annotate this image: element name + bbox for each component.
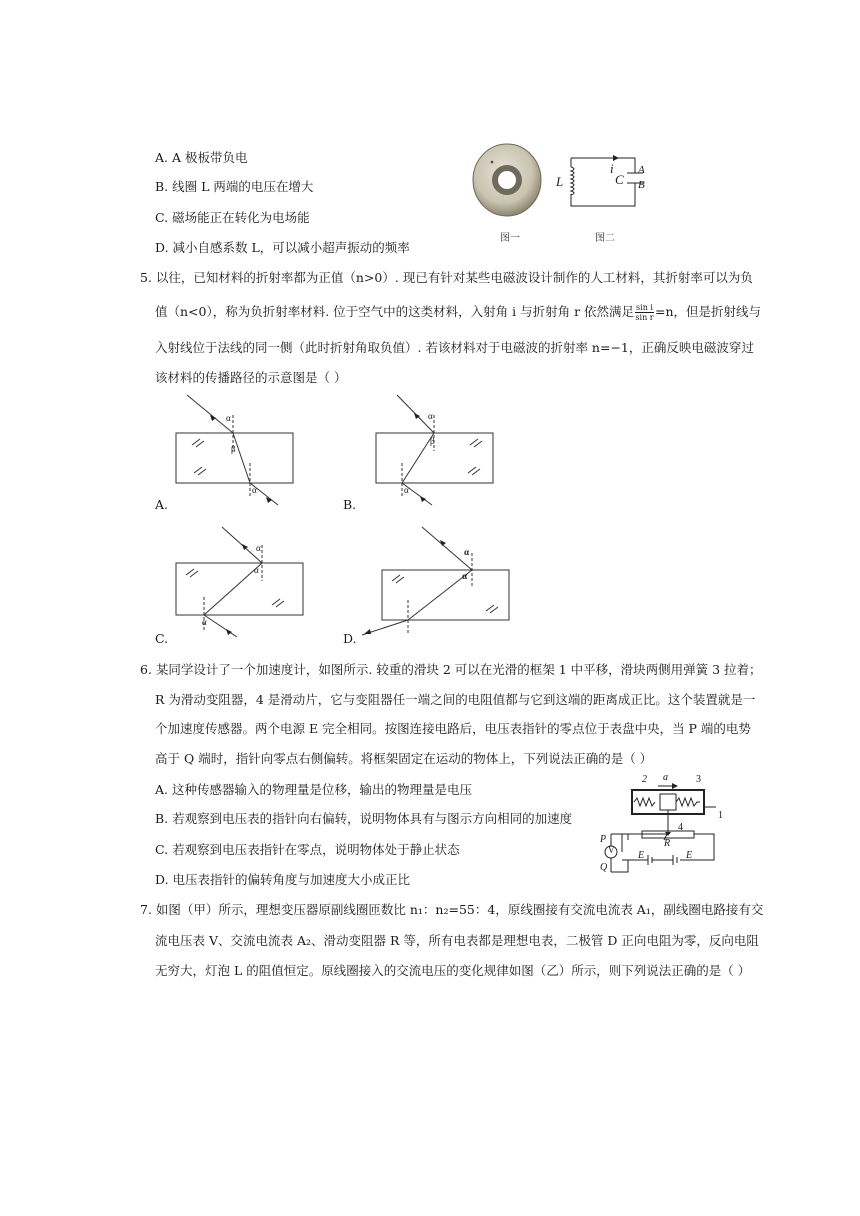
accel-label-r: R — [664, 838, 671, 849]
q6-stem-line-3: 个加速度传感器。两个电源 E 完全相同。按图连接电路后，电压表指针的零点位于表盘中央，当 P 端的电势 — [155, 721, 751, 736]
snell-fraction — [635, 303, 654, 322]
diagram-b-beta: β — [430, 436, 435, 446]
q6-stem-line-4: 高于 Q 端时，指针向零点右侧偏转。将框架固定在运动的物体上，下列说法正确的是（ ） — [155, 751, 653, 766]
accel-label-2: 2 — [642, 774, 647, 785]
q4-figure-2-lc-circuit — [555, 150, 645, 215]
lc-label-a: A — [638, 164, 645, 176]
q5-diagram-b — [372, 393, 497, 508]
diagram-a-beta: β — [231, 444, 236, 454]
q4-option-d: D. 减小自感系数 L，可以减小超声振动的频率 — [155, 240, 410, 255]
accel-label-e2: E — [686, 850, 693, 861]
q4-option-b: B. 线圈 L 两端的电压在增大 — [155, 179, 314, 194]
diagram-b-alpha-bottom: α — [404, 485, 409, 495]
snell-fraction-numerator: sin i — [636, 303, 653, 312]
lc-label-b: B — [638, 179, 645, 191]
q4-option-a: A. A 极板带负电 — [155, 150, 248, 165]
q4-option-c: C. 磁场能正在转化为电场能 — [155, 210, 310, 225]
diagram-c-alpha-mid: α — [254, 565, 259, 575]
q5-diagram-a — [172, 393, 297, 508]
snell-fraction-denominator: sin r — [635, 313, 654, 322]
accel-label-4: 4 — [678, 822, 683, 833]
q4-figure-1-disc — [470, 140, 550, 225]
lc-label-l: L — [556, 174, 564, 189]
diagram-a-alpha-top: α — [226, 413, 231, 423]
q6-option-d: D. 电压表指针的偏转角度与加速度大小成正比 — [155, 872, 411, 887]
accel-label-q: Q — [600, 862, 608, 873]
q6-accelerometer-figure — [598, 772, 728, 880]
q5-stem-line-2-part-b: =n，但是折射线与 — [654, 304, 761, 319]
q6-stem-line-1: 6. 某同学设计了一个加速度计，如图所示. 较重的滑块 2 可以在光滑的框架 1 中平移，滑块两侧用弹簧 3 拉着； — [140, 662, 762, 677]
q6-option-b: B. 若观察到电压表的指针向右偏转，说明物体具有与图示方向相同的加速度 — [155, 811, 573, 826]
diagram-d-alpha-top: α — [464, 547, 470, 557]
diagram-b-alpha-top: α — [428, 411, 433, 421]
q5-stem-line-4: 该材料的传播路径的示意图是（ ） — [155, 370, 347, 385]
diagram-c-alpha-top: α — [256, 543, 261, 553]
q7-stem-line-3: 无穷大，灯泡 L 的阻值恒定。原线圈接入的交流电压的变化规律如图（乙）所示，则下列说法正确的是（ ） — [155, 963, 751, 978]
q5-diagram-d — [360, 525, 515, 640]
accel-label-p: P — [600, 834, 607, 845]
q6-stem-line-2: R 为滑动变阻器，4 是滑动片，它与变阻器任一端之间的电阻值都与它到这端的距离成正比。这个装置就是一 — [155, 692, 756, 707]
accel-label-a: a — [663, 772, 668, 783]
accel-label-3: 3 — [696, 774, 701, 785]
q7-stem-line-1: 7. 如图（甲）所示，理想变压器原副线圈匝数比 n₁：n₂=55：4，原线圈接有交流电流表 A₁，副线圈电路接有交 — [140, 902, 764, 917]
q5-stem-line-2-part-a: 值（n<0），称为负折射率材料. 位于空气中的这类材料，入射角 i 与折射角 r 依然满足 — [155, 304, 635, 319]
accel-label-1: 1 — [718, 810, 723, 821]
diagram-d-alpha-mid: α — [462, 571, 468, 581]
q6-option-a: A. 这种传感器输入的物理量是位移，输出的物理量是电压 — [155, 782, 472, 797]
lc-label-i: i — [610, 161, 614, 176]
accel-label-v: V — [608, 845, 615, 855]
q4-figure-1-caption: 图一 — [500, 233, 520, 244]
q5-option-b-label: B. — [343, 497, 357, 512]
q5-stem-line-1: 5. 以往，已知材料的折射率都为正值（n>0）. 现已有针对某些电磁波设计制作的人工材料，其折射率可以为负 — [140, 270, 753, 285]
q7-stem-line-2: 流电压表 V、交流电流表 A₂、滑动变阻器 R 等，所有电表都是理想电表，二极管 D 正向电阻为零，反向电阻 — [155, 933, 759, 948]
diagram-c-alpha-bottom: α — [202, 617, 207, 627]
q6-option-c: C. 若观察到电压表指针在零点，说明物体处于静止状态 — [155, 842, 460, 857]
q5-stem-line-3: 入射线位于法线的同一侧（此时折射角取负值）. 若该材料对于电磁波的折射率 n=−1，正确反映电磁波穿过 — [155, 340, 754, 355]
q5-diagram-c — [172, 525, 307, 640]
q5-option-c-label: C. — [155, 631, 169, 646]
q4-figure-2-caption: 图二 — [595, 233, 615, 244]
diagram-a-alpha-bottom: α — [252, 485, 257, 495]
lc-label-c: C — [615, 172, 624, 187]
q5-option-a-label: A. — [155, 497, 169, 512]
q5-stem-line-2 — [155, 303, 761, 322]
q5-option-d-label: D. — [343, 631, 357, 646]
accel-label-e1: E — [638, 850, 645, 861]
